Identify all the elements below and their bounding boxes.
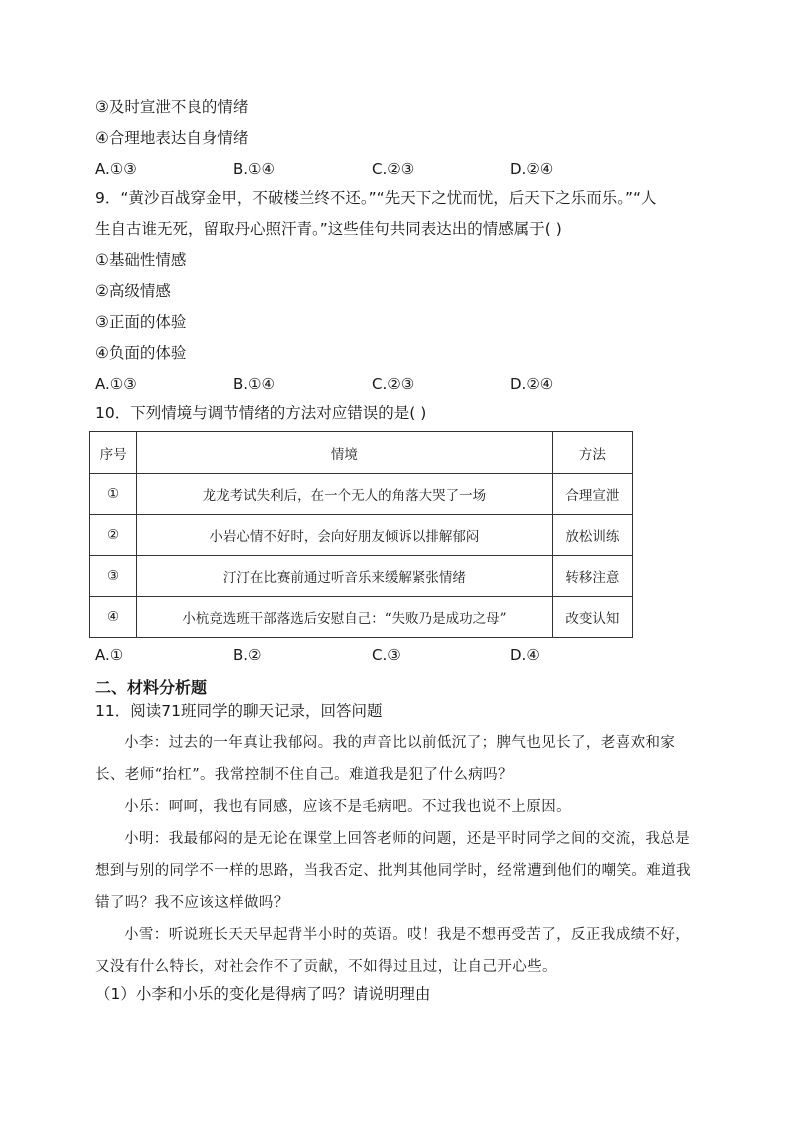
row-situation: 汀汀在比赛前通过听音乐来缓解紧张情绪 <box>137 556 553 597</box>
section-heading: 二、材料分析题 <box>95 678 208 697</box>
table-row <box>90 515 633 556</box>
q10-option-d: D.④ <box>510 646 540 664</box>
sub-question-1: （1）小李和小乐的变化是得病了吗？请说明理由 <box>95 985 431 1003</box>
q10-option-b: B.② <box>233 646 262 664</box>
q9-stem-line1: 9．“黄沙百战穿金甲，不破楼兰终不还。”“先天下之忧而忧，后天下之乐而乐。”“人 <box>95 189 657 207</box>
q9-stem-line2: 生自古谁无死，留取丹心照汗青。”这些佳句共同表达出的情感属于( ) <box>95 220 562 238</box>
q9-item-1: ①基础性情感 <box>95 251 187 269</box>
q10-option-a: A.① <box>95 646 124 664</box>
row-method: 合理宣泄 <box>552 474 632 515</box>
header-index: 序号 <box>90 432 137 474</box>
table-row <box>90 474 633 515</box>
chat-paragraph-xiaoli: 小李：过去的一年真让我郁闷。我的声音比以前低沉了；脾气也见长了，老喜欢和家长、老师“抬杠”。我常控制不住自己。难道我是犯了什么病吗？ <box>95 735 676 783</box>
q8-option-b: B.①④ <box>233 160 275 178</box>
table-row <box>90 597 633 638</box>
header-situation: 情境 <box>137 432 553 474</box>
q10-options <box>95 645 655 665</box>
chat-paragraph-xiaole: 小乐：呵呵，我也有同感，应该不是毛病吧。不过我也说不上原因。 <box>124 799 571 815</box>
row-method: 放松训练 <box>552 515 632 556</box>
header-method: 方法 <box>552 432 632 474</box>
q8-item-4: ④合理地表达自身情绪 <box>95 129 249 147</box>
row-situation: 小岩心情不好时，会向好朋友倾诉以排解郁闷 <box>137 515 553 556</box>
table-header-row <box>90 432 633 474</box>
row-index: ③ <box>90 556 137 597</box>
row-method: 转移注意 <box>552 556 632 597</box>
row-situation: 龙龙考试失利后，在一个无人的角落大哭了一场 <box>137 474 553 515</box>
q10-stem: 10．下列情境与调节情绪的方法对应错误的是( ) <box>95 404 427 422</box>
q9-option-a: A.①③ <box>95 375 137 393</box>
q10-table <box>89 431 633 638</box>
q8-option-a: A.①③ <box>95 160 137 178</box>
q9-option-b: B.①④ <box>233 375 275 393</box>
row-index: ④ <box>90 597 137 638</box>
q9-item-2: ②高级情感 <box>95 282 171 300</box>
row-index: ② <box>90 515 137 556</box>
table-row <box>90 556 633 597</box>
row-index: ① <box>90 474 137 515</box>
q9-option-d: D.②④ <box>510 375 554 393</box>
q10-option-c: C.③ <box>372 646 401 664</box>
q8-option-d: D.②④ <box>510 160 554 178</box>
q8-item-3: ③及时宣泄不良的情绪 <box>95 98 249 116</box>
q8-options <box>95 159 655 179</box>
chat-paragraph-xiaoming: 小明：我最郁闷的是无论在课堂上回答老师的问题，还是平时同学之间的交流，我总是想到与别的同学不一样的思路，当我否定、批判其他同学时，经常遭到他们的嘲笑。难道我错了吗？我不应该这样做吗？ <box>95 831 691 911</box>
row-situation: 小杭竞选班干部落选后安慰自己：“失败乃是成功之母” <box>137 597 553 638</box>
q9-item-4: ④负面的体验 <box>95 344 187 362</box>
q9-options <box>95 374 655 394</box>
q9-item-3: ③正面的体验 <box>95 313 187 331</box>
q11-stem: 11．阅读71班同学的聊天记录，回答问题 <box>95 702 383 720</box>
q9-option-c: C.②③ <box>372 375 415 393</box>
row-method: 改变认知 <box>552 597 632 638</box>
chat-paragraph-xiaoxue: 小雪：听说班长天天早起背半小时的英语。哎！我是不想再受苦了，反正我成绩不好，又没有什么特长，对社会作不了贡献，不如得过且过，让自己开心些。 <box>95 927 691 975</box>
q8-option-c: C.②③ <box>372 160 415 178</box>
